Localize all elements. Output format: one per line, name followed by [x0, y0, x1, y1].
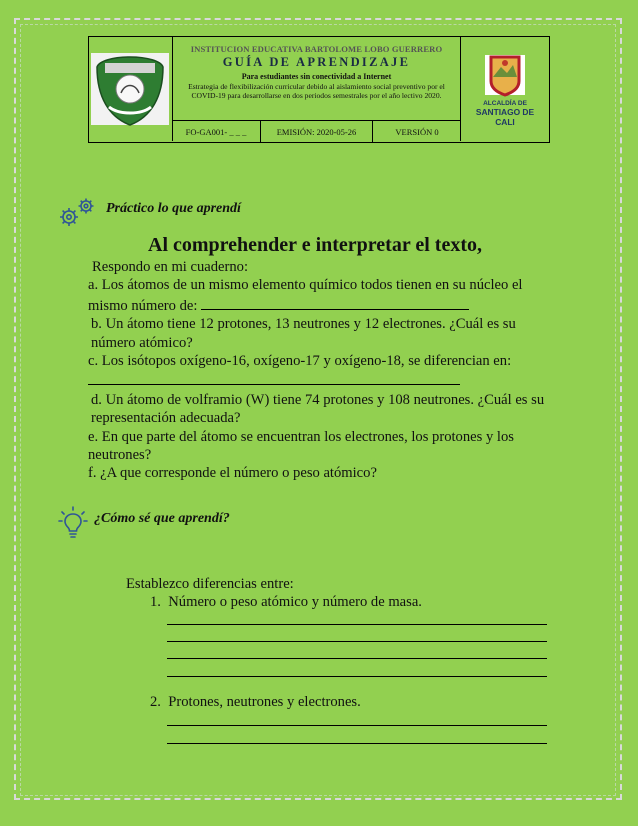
document-header [88, 36, 550, 143]
section-practice-title: Práctico lo que aprendí [106, 201, 241, 216]
gears-icon [56, 196, 98, 228]
cali-logo-cell [460, 37, 549, 141]
answer-blank-a [201, 295, 469, 310]
list-item-1: 1. Número o peso atómico y número de masa. [150, 594, 422, 610]
differences-intro: Establezco diferencias entre: [126, 576, 294, 592]
question-d: d. Un átomo de volframio (W) tiene 74 protones y 108 neutrones. ¿Cuál es su representación adecuada? [91, 391, 545, 427]
question-a: a. Los átomos de un mismo elemento químico todos tienen en su núcleo el mismo número de: [88, 277, 523, 314]
question-e: e. En que parte del átomo se encuentran los electrones, los protones y los neutrones? [88, 428, 514, 464]
alcaldia-line2: SANTIAGO DE CALI [475, 107, 535, 127]
answer-blank-c-row [88, 370, 548, 390]
school-logo-cell [89, 37, 173, 141]
header-title-cell [172, 37, 461, 120]
guide-title: GUÍA DE APRENDIZAJE [222, 55, 411, 69]
cali-shield-icon [461, 47, 549, 107]
answer-line [167, 676, 547, 677]
form-code: FO-GA001- _ _ _ [172, 121, 261, 142]
strategy-text: Estrategia de flexibilización curricular debido al aislamiento social preventivo por el COVID-19 para desarrollarse en dos periodos semestrales por el año lectivo 2020. [188, 82, 445, 101]
lightbulb-icon [58, 505, 88, 541]
instructions-text: Respondo en mi cuaderno: [92, 259, 249, 275]
section-self-check-title: ¿Cómo sé que aprendí? [94, 511, 230, 526]
header-meta-row [172, 120, 461, 142]
version-label: VERSIÓN 0 [395, 126, 439, 137]
issue-date: EMISIÓN: 2020-05-26 [261, 121, 373, 142]
answer-line [167, 641, 547, 642]
question-f: f. ¿A que corresponde el número o peso atómico? [88, 465, 377, 482]
answer-line [167, 658, 547, 659]
question-b: b. Un átomo tiene 12 protones, 13 neutrones y 12 electrones. ¿Cuál es su número atómico? [91, 316, 516, 351]
alcaldia-line1: ALCALDÍA DE [483, 100, 527, 107]
list-item-2: 2. Protones, neutrones y electrones. [150, 694, 361, 710]
cali-logo-text [465, 100, 545, 127]
answer-line [167, 624, 547, 625]
school-name: INSTITUCION EDUCATIVA BARTOLOME LOBO GUERRERO [190, 44, 443, 54]
school-shield-icon [89, 37, 172, 141]
audience-text: Para estudiantes sin conectividad a Internet [241, 72, 392, 81]
answer-line [167, 725, 547, 726]
questions-block [88, 258, 548, 483]
main-title: Al comprehender e interpretar el texto, [148, 234, 482, 256]
question-c: c. Los isótopos oxígeno-16, oxígeno-17 y oxígeno-18, se diferencian en: [88, 353, 512, 370]
answer-blank-c [88, 370, 460, 385]
answer-line [167, 743, 547, 744]
